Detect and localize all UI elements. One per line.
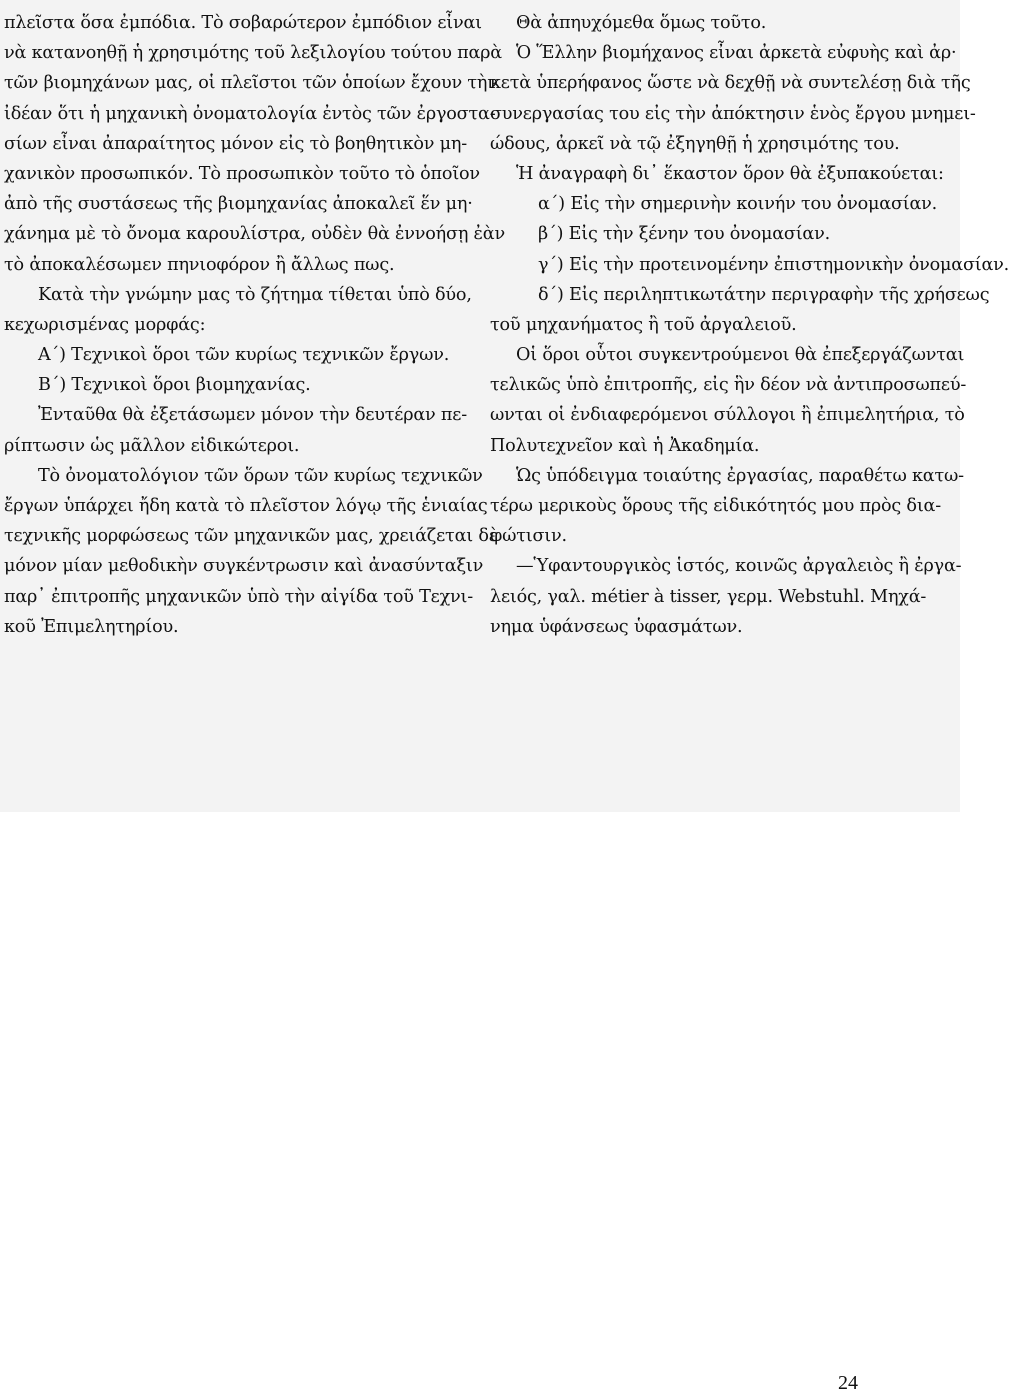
left-line: τῶν βιομηχάνων μας, οἱ πλεῖστοι τῶν ὁποίων ἔχουν τὴν [4, 73, 498, 94]
left-line: Α΄) Τεχνικοὶ ὅροι τῶν κυρίως τεχνικῶν ἔργων. [38, 345, 450, 366]
right-line: Ὁ Ἕλλην βιομήχανος εἶναι ἀρκετὰ εὐφυὴς καὶ ἀρ· [516, 43, 957, 64]
left-line: παρ᾽ ἐπιτροπῆς μηχανικῶν ὑπὸ τὴν αἰγίδα τοῦ Τεχνι- [4, 586, 473, 607]
right-line: δ΄) Εἰς περιληπτικωτάτην περιγραφὴν τῆς χρήσεως [538, 284, 990, 305]
right-line: α΄) Εἰς τὴν σημερινὴν κοινήν του ὀνομασίαν. [538, 194, 938, 215]
left-line: πλεῖστα ὅσα ἐμπόδια. Τὸ σοβαρώτερον ἐμπόδιον εἶναι [4, 13, 482, 33]
left-line: ἀπὸ τῆς συστάσεως τῆς βιομηχανίας ἀποκαλεῖ ἕν μη· [4, 194, 473, 215]
right-line: Ἡ ἀναγραφὴ δι᾽ ἕκαστον ὅρον θὰ ἐξυπακούεται: [516, 163, 944, 184]
right-line: συνεργασίας του εἰς τὴν ἀπόκτησιν ἑνὸς ἔργου μνημει- [490, 103, 976, 124]
right-line: τοῦ μηχανήματος ἢ τοῦ ἀργαλειοῦ. [490, 314, 797, 335]
left-line: μόνον μίαν μεθοδικὴν συγκέντρωσιν καὶ ἀνασύνταξιν [4, 556, 484, 577]
right-line: ώδους, ἀρκεῖ νὰ τῷ ἐξηγηθῇ ἡ χρησιμότης του. [490, 133, 900, 154]
left-line: Κατὰ τὴν γνώμην μας τὸ ζήτημα τίθεται ὑπὸ δύο, [38, 284, 472, 305]
right-line: λειός, γαλ. métier à tisser, γερμ. Webstuhl. Μηχά- [490, 586, 927, 607]
left-line: ἰδέαν ὅτι ἡ μηχανικὴ ὀνοματολογία ἐντὸς τῶν ἐργοστα- [4, 103, 496, 124]
left-line: χανικὸν προσωπικόν. Τὸ προσωπικὸν τοῦτο τὸ ὁποῖον [4, 163, 480, 184]
right-line: β΄) Εἰς τὴν ξένην του ὀνομασίαν. [538, 224, 830, 245]
left-line: κοῦ Ἐπιμελητηρίου. [4, 616, 179, 637]
left-line: Β΄) Τεχνικοὶ ὅροι βιομηχανίας. [38, 375, 311, 396]
left-column [4, 8, 505, 642]
right-column [490, 8, 1009, 642]
right-line: νημα ὑφάνσεως ὑφασμάτων. [490, 616, 743, 637]
page-number: 24 [838, 1372, 858, 1394]
right-line: κετὰ ὑπερήφανος ὥστε νὰ δεχθῇ νὰ συντελέσῃ διὰ τῆς [490, 73, 971, 94]
right-line: φώτισιν. [490, 526, 567, 547]
left-line: Τὸ ὀνοματολόγιον τῶν ὅρων τῶν κυρίως τεχνικῶν [38, 465, 483, 486]
left-line: χάνημα μὲ τὸ ὄνομα καρουλίστρα, οὐδὲν θὰ ἐννοήσῃ ἐὰν [4, 224, 505, 245]
right-line: Ὡς ὑπόδειγμα τοιαύτης ἐργασίας, παραθέτω κατω- [516, 465, 964, 486]
right-line: τέρω μερικοὺς ὅρους τῆς εἰδικότητός μου πρὸς δια- [490, 496, 941, 516]
right-line: ωνται οἱ ἐνδιαφερόμενοι σύλλογοι ἢ ἐπιμελητήρια, τὸ [490, 405, 965, 426]
left-line: τὸ ἀποκαλέσωμεν πηνιοφόρον ἢ ἄλλως πως. [4, 254, 395, 275]
left-line: ἔργων ὑπάρχει ἤδη κατὰ τὸ πλεῖστον λόγῳ τῆς ἑνιαίας [4, 496, 488, 516]
right-line: τελικῶς ὑπὸ ἐπιτροπῆς, εἰς ἣν δέον νὰ ἀντιπροσωπεύ- [490, 375, 967, 396]
right-line: Θὰ ἀπηυχόμεθα ὅμως τοῦτο. [516, 13, 767, 33]
left-line: σίων εἶναι ἀπαραίτητος μόνον εἰς τὸ βοηθητικὸν μη- [4, 133, 467, 154]
right-line: Οἱ ὅροι οὗτοι συγκεντρούμενοι θὰ ἐπεξεργάζωνται [516, 345, 965, 366]
left-line: κεχωρισμένας μορφάς: [4, 314, 206, 335]
left-line: ρίπτωσιν ὡς μᾶλλον εἰδικώτεροι. [4, 435, 300, 456]
right-line: Πολυτεχνεῖον καὶ ἡ Ἀκαδημία. [490, 435, 760, 456]
left-line: Ἐνταῦθα θὰ ἐξετάσωμεν μόνον τὴν δευτέραν πε- [38, 405, 467, 426]
left-line: νὰ κατανοηθῇ ἡ χρησιμότης τοῦ λεξιλογίου τούτου παρὰ [4, 43, 502, 64]
right-line: γ΄) Εἰς τὴν προτεινομένην ἐπιστημονικὴν ὀνομασίαν. [538, 254, 1009, 275]
left-line: τεχνικῆς μορφώσεως τῶν μηχανικῶν μας, χρειάζεται δὲ [4, 526, 498, 547]
right-line: —Ὑφαντουργικὸς ἱστός, κοινῶς ἀργαλειὸς ἢ ἐργα- [516, 556, 962, 577]
